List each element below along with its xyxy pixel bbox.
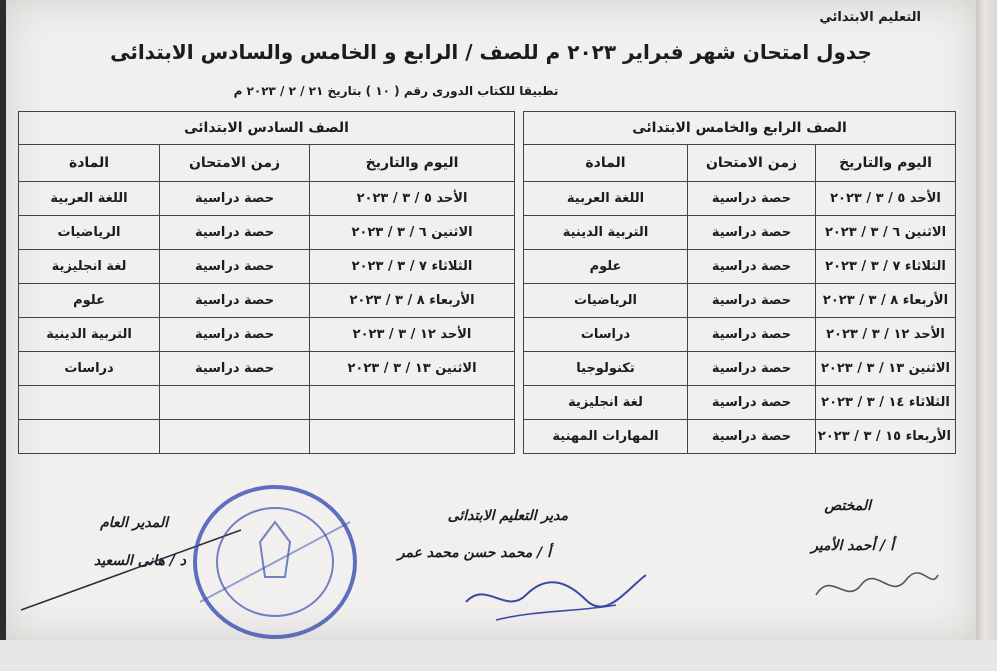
org-header: التعليم الابتدائي bbox=[819, 10, 921, 25]
table-row bbox=[524, 318, 956, 352]
exam-duration-cell: حصة دراسية bbox=[160, 318, 310, 352]
general-director-title: المدير العام bbox=[100, 515, 168, 531]
grade-4-5-heading: الصف الرابع والخامس الابتدائى bbox=[524, 112, 956, 145]
exam-duration-cell: حصة دراسية bbox=[160, 250, 310, 284]
exam-duration-cell: حصة دراسية bbox=[688, 352, 816, 386]
subject-cell: تكنولوجيا bbox=[524, 352, 688, 386]
subject-cell: دراسات bbox=[524, 318, 688, 352]
subject-cell: علوم bbox=[19, 284, 160, 318]
table-row bbox=[19, 182, 515, 216]
table-row bbox=[524, 216, 956, 250]
column-header-date: اليوم والتاريخ bbox=[816, 145, 956, 182]
exam-duration-cell: حصة دراسية bbox=[160, 182, 310, 216]
exam-date-cell: الأربعاء ٨ / ٣ / ٢٠٢٣ bbox=[310, 284, 515, 318]
grade-4-5-schedule-table bbox=[523, 111, 956, 454]
exam-date-cell: الاثنين ١٣ / ٣ / ٢٠٢٣ bbox=[310, 352, 515, 386]
exam-date-cell: الأحد ٥ / ٣ / ٢٠٢٣ bbox=[310, 182, 515, 216]
column-header-duration: زمن الامتحان bbox=[160, 145, 310, 182]
exam-duration-cell: حصة دراسية bbox=[688, 318, 816, 352]
subject-cell: علوم bbox=[524, 250, 688, 284]
subject-cell bbox=[19, 386, 160, 420]
subject-cell: اللغة العربية bbox=[524, 182, 688, 216]
exam-date-cell: الاثنين ٦ / ٣ / ٢٠٢٣ bbox=[816, 216, 956, 250]
exam-date-cell: الأحد ١٢ / ٣ / ٢٠٢٣ bbox=[310, 318, 515, 352]
subject-cell: الرياضيات bbox=[19, 216, 160, 250]
exam-duration-cell: حصة دراسية bbox=[688, 216, 816, 250]
table-row bbox=[19, 250, 515, 284]
grade-6-schedule-table bbox=[18, 111, 515, 454]
page-edge bbox=[976, 0, 997, 671]
table-row bbox=[524, 386, 956, 420]
director-name: أ / محمد حسن محمد عمر bbox=[397, 545, 551, 561]
exam-duration-cell: حصة دراسية bbox=[688, 284, 816, 318]
specialist-name: أ / أحمد الأمير bbox=[811, 538, 894, 554]
specialist-title: المختص bbox=[824, 498, 871, 514]
column-header-subject: المادة bbox=[524, 145, 688, 182]
table-row bbox=[19, 216, 515, 250]
exam-date-cell: الثلاثاء ٧ / ٣ / ٢٠٢٣ bbox=[310, 250, 515, 284]
exam-date-cell bbox=[310, 386, 515, 420]
table-row bbox=[19, 420, 515, 454]
exam-duration-cell: حصة دراسية bbox=[688, 182, 816, 216]
table-row bbox=[19, 318, 515, 352]
exam-duration-cell bbox=[160, 420, 310, 454]
subject-cell: المهارات المهنية bbox=[524, 420, 688, 454]
exam-duration-cell: حصة دراسية bbox=[688, 250, 816, 284]
exam-duration-cell: حصة دراسية bbox=[160, 216, 310, 250]
exam-date-cell: الثلاثاء ٧ / ٣ / ٢٠٢٣ bbox=[816, 250, 956, 284]
exam-duration-cell: حصة دراسية bbox=[688, 420, 816, 454]
table-row bbox=[524, 352, 956, 386]
background-strip bbox=[0, 640, 997, 671]
specialist-signature-scribble bbox=[806, 565, 946, 615]
exam-date-cell: الثلاثاء ١٤ / ٣ / ٢٠٢٣ bbox=[816, 386, 956, 420]
official-stamp bbox=[190, 482, 360, 642]
document-page bbox=[6, 0, 976, 640]
grade-6-heading: الصف السادس الابتدائى bbox=[19, 112, 515, 145]
table-row bbox=[524, 250, 956, 284]
exam-date-cell: الاثنين ٦ / ٣ / ٢٠٢٣ bbox=[310, 216, 515, 250]
table-row bbox=[19, 386, 515, 420]
exam-date-cell: الأربعاء ١٥ / ٣ / ٢٠٢٣ bbox=[816, 420, 956, 454]
document-subtitle: تطبيقا للكتاب الدورى رقم ( ١٠ ) بتاريخ ٢١ / ٢ / ٢٠٢٣ م bbox=[233, 84, 559, 98]
table-row bbox=[524, 284, 956, 318]
exam-date-cell: الاثنين ١٣ / ٣ / ٢٠٢٣ bbox=[816, 352, 956, 386]
column-header-subject: المادة bbox=[19, 145, 160, 182]
exam-duration-cell: حصة دراسية bbox=[160, 284, 310, 318]
exam-date-cell: الأحد ٥ / ٣ / ٢٠٢٣ bbox=[816, 182, 956, 216]
subject-cell: دراسات bbox=[19, 352, 160, 386]
exam-date-cell bbox=[310, 420, 515, 454]
table-row bbox=[19, 284, 515, 318]
director-signature-scribble bbox=[456, 560, 656, 630]
subject-cell: التربية الدينية bbox=[524, 216, 688, 250]
subject-cell: لغة انجليزية bbox=[524, 386, 688, 420]
table-row bbox=[524, 420, 956, 454]
column-header-date: اليوم والتاريخ bbox=[310, 145, 515, 182]
exam-duration-cell: حصة دراسية bbox=[688, 386, 816, 420]
table-row bbox=[524, 182, 956, 216]
exam-date-cell: الأحد ١٢ / ٣ / ٢٠٢٣ bbox=[816, 318, 956, 352]
director-title: مدير التعليم الابتدائى bbox=[447, 508, 568, 524]
subject-cell bbox=[19, 420, 160, 454]
exam-duration-cell bbox=[160, 386, 310, 420]
document-title: جدول امتحان شهر فبراير ٢٠٢٣ م للصف / الرابع و الخامس والسادس الابتدائى bbox=[110, 40, 872, 64]
general-director-name: د / هانى السعيد bbox=[93, 553, 186, 569]
subject-cell: التربية الدينية bbox=[19, 318, 160, 352]
exam-date-cell: الأربعاء ٨ / ٣ / ٢٠٢٣ bbox=[816, 284, 956, 318]
column-header-duration: زمن الامتحان bbox=[688, 145, 816, 182]
subject-cell: الرياضيات bbox=[524, 284, 688, 318]
exam-duration-cell: حصة دراسية bbox=[160, 352, 310, 386]
subject-cell: اللغة العربية bbox=[19, 182, 160, 216]
subject-cell: لغة انجليزية bbox=[19, 250, 160, 284]
table-row bbox=[19, 352, 515, 386]
